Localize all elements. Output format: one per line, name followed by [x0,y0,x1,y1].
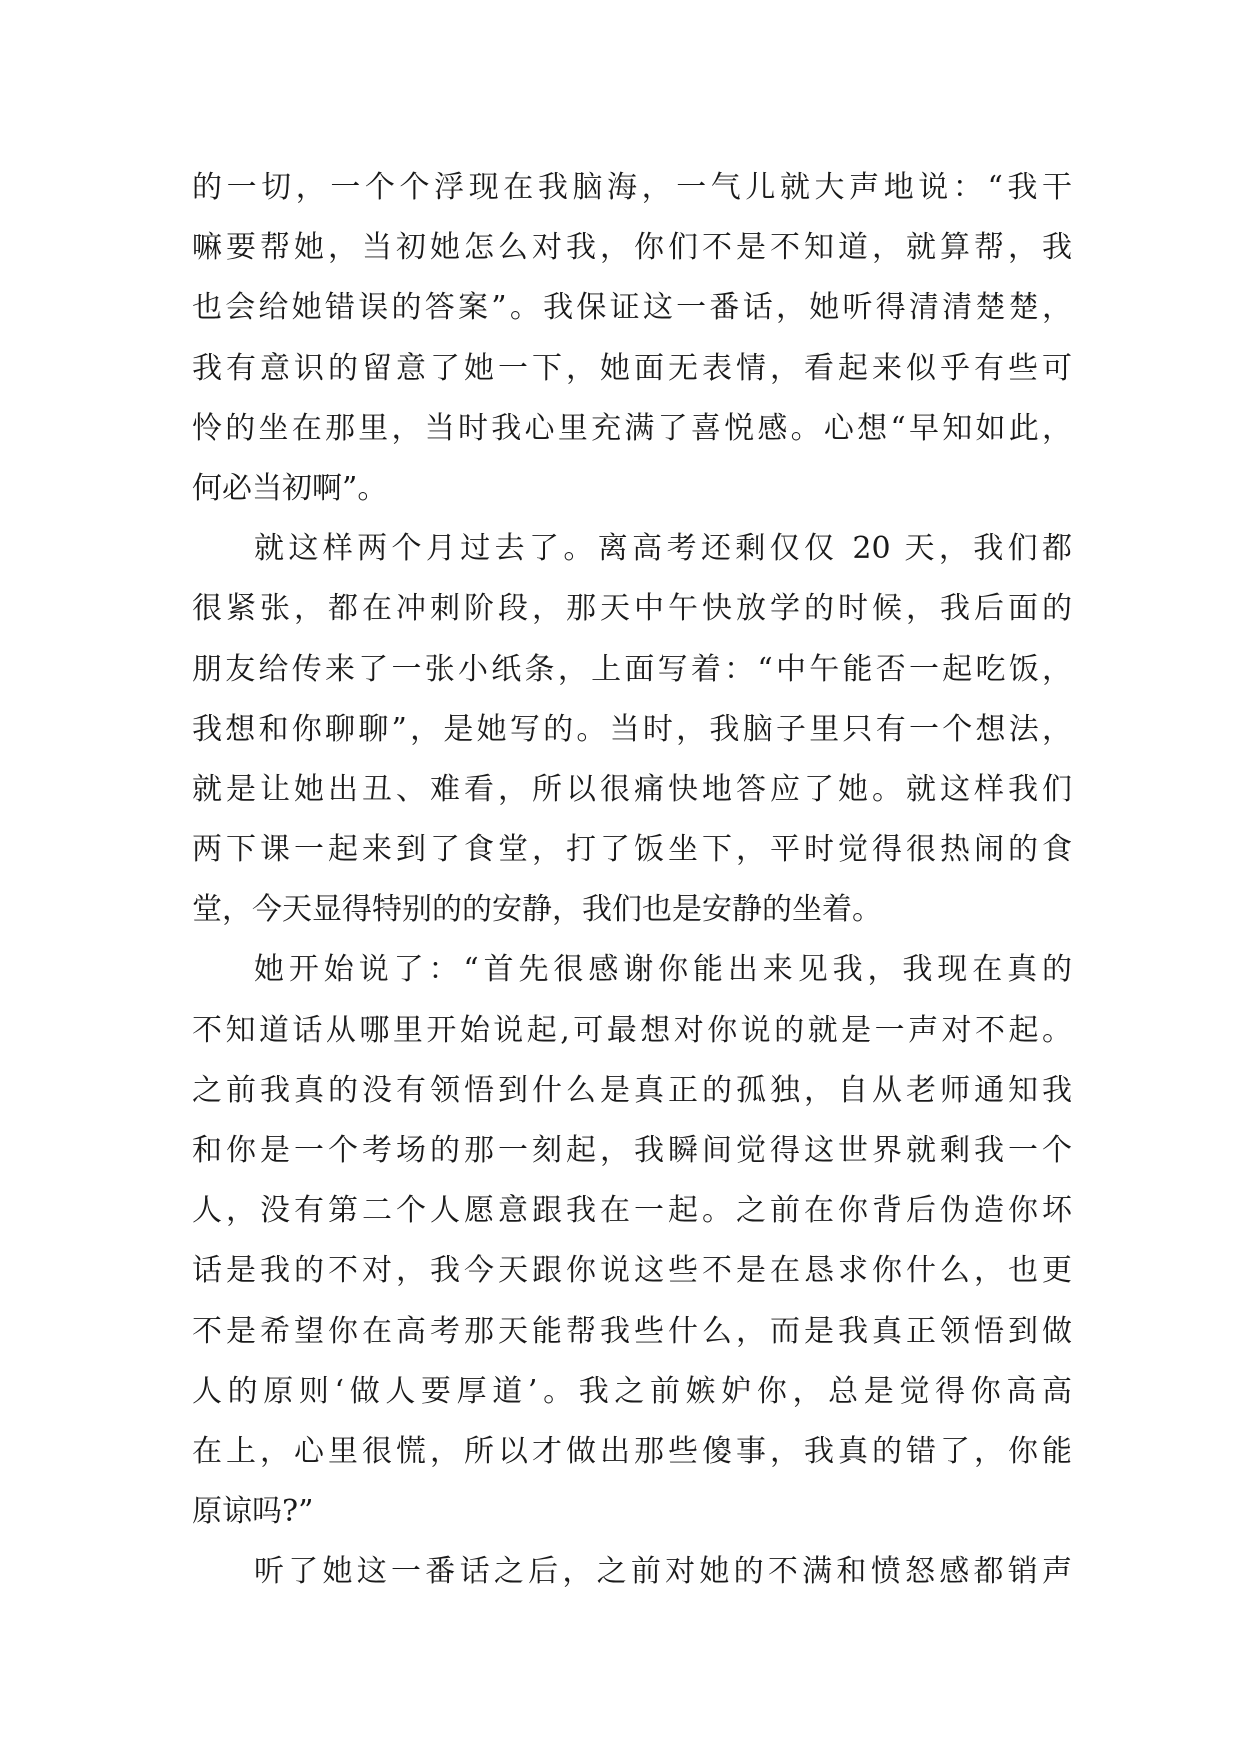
text-line: 也会给她错误的答案”。我保证这一番话，她听得清清楚楚， [192,290,1072,326]
text-line: 之前我真的没有领悟到什么是真正的孤独，自从老师通知我 [192,1072,1072,1108]
text-line: 嘛要帮她，当初她怎么对我，你们不是不知道，就算帮，我 [192,230,1072,266]
text-line: 的一切，一个个浮现在我脑海，一气儿就大声地说：“我干 [192,170,1072,205]
text-line: 在上，心里很慌，所以才做出那些傻事，我真的错了，你能 [192,1433,1072,1469]
text-line: 不是希望你在高考那天能帮我些什么，而是我真正领悟到做 [192,1313,1072,1349]
text-line: 朋友给传来了一张小纸条，上面写着：“中午能否一起吃饭， [192,651,1072,687]
text-line: 和你是一个考场的那一刻起，我瞬间觉得这世界就剩我一个 [192,1133,1072,1168]
text-line: 怜的坐在那里，当时我心里充满了喜悦感。心想“早知如此， [192,410,1072,446]
text-line: 我有意识的留意了她一下，她面无表情，看起来似乎有些可 [192,350,1072,386]
text-line: 不知道话从哪里开始说起,可最想对你说的就是一声对不起。 [192,1012,1072,1048]
text-line: 原谅吗?” [192,1494,314,1530]
text-line: 我想和你聊聊”，是她写的。当时，我脑子里只有一个想法， [192,711,1072,747]
text-line: 就这样两个月过去了。离高考还剩仅仅 20 天，我们都 [254,531,1072,567]
text-line: 人的原则‘做人要厚道’。我之前嫉妒你，总是觉得你高高 [192,1373,1072,1409]
text-line: 听了她这一番话之后，之前对她的不满和愤怒感都销声 [254,1554,1072,1590]
text-line: 人，没有第二个人愿意跟我在一起。之前在你背后伪造你坏 [192,1193,1072,1229]
text-line: 何必当初啊”。 [192,470,388,506]
text-line: 两下课一起来到了食堂，打了饭坐下，平时觉得很热闹的食 [192,832,1072,868]
body-text [192,158,1072,1603]
text-line: 就是让她出丑、难看，所以很痛快地答应了她。就这样我们 [192,771,1072,807]
text-line: 堂，今天显得特别的的安静，我们也是安静的坐着。 [192,892,882,928]
text-line: 话是我的不对，我今天跟你说这些不是在恳求你什么，也更 [192,1253,1072,1289]
text-line: 很紧张，都在冲刺阶段，那天中午快放学的时候，我后面的 [192,591,1072,627]
text-line: 她开始说了：“首先很感谢你能出来见我，我现在真的 [254,952,1072,988]
